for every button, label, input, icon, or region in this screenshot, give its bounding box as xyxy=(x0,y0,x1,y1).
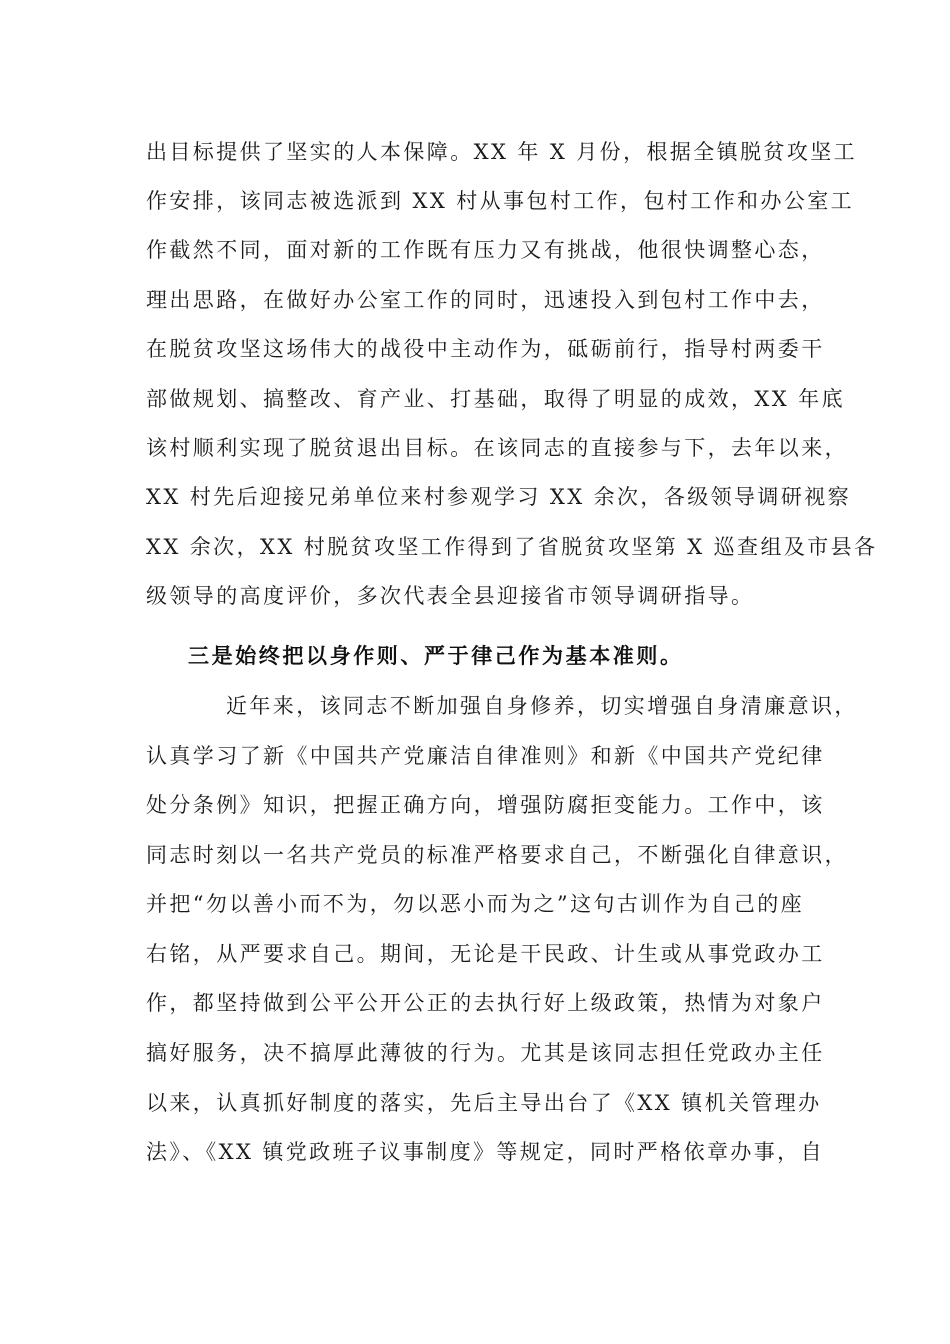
text-line: 以来，认真抓好制度的落实，先后主导出台了《XX 镇机关管理办 xyxy=(146,1091,822,1115)
text-line: 同志时刻以一名共产党员的标准严格要求自己，不断强化自律意识， xyxy=(146,843,848,867)
text-line: 右铭，从严要求自己。期间，无论是干民政、计生或从事党政办工 xyxy=(146,942,825,966)
text-line: 部做规划、搞整改、育产业、打基础，取得了明显的成效，XX 年底 xyxy=(146,387,845,411)
text-line: XX 余次，XX 村脱贫攻坚工作得到了省脱贫攻坚第 X 巡查组及市县各 xyxy=(146,535,878,559)
text-line: 出目标提供了坚实的人本保障。XX 年 X 月份，根据全镇脱贫攻坚工 xyxy=(146,140,858,164)
text-line: 在脱贫攻坚这场伟大的战役中主动作为，砥砺前行，指导村两委干 xyxy=(146,337,825,361)
text-line: XX 村先后迎接兄弟单位来村参观学习 XX 余次，各级领导调研视察 xyxy=(146,485,852,509)
text-line: 近年来，该同志不断加强自身修养，切实增强自身清廉意识， xyxy=(226,694,858,718)
text-line: 级领导的高度评价，多次代表全县迎接省市领导调研指导。 xyxy=(146,584,755,608)
section-heading: 三是始终把以身作则、严于律己作为基本准则。 xyxy=(188,644,684,668)
text-line: 作，都坚持做到公平公开公正的去执行好上级政策，热情为对象户 xyxy=(146,991,825,1015)
text-line: 认真学习了新《中国共产党廉洁自律准则》和新《中国共产党纪律 xyxy=(146,744,825,768)
text-line: 作截然不同，面对新的工作既有压力又有挑战，他很快调整心态， xyxy=(146,238,825,262)
text-line: 并把“勿以善小而不为，勿以恶小而为之”这句古训作为自己的座 xyxy=(146,892,805,916)
text-line: 作安排，该同志被选派到 XX 村从事包村工作，包村工作和办公室工 xyxy=(146,189,855,213)
text-line: 处分条例》知识，把握正确方向，增强防腐拒变能力。工作中，该 xyxy=(146,793,825,817)
text-line: 理出思路，在做好办公室工作的同时，迅速投入到包村工作中去， xyxy=(146,288,825,312)
text-line: 该村顺利实现了脱贫退出目标。在该同志的直接参与下，去年以来， xyxy=(146,436,848,460)
text-line: 搞好服务，决不搞厚此薄彼的行为。尤其是该同志担任党政办主任 xyxy=(146,1041,825,1065)
text-line: 法》、《XX 镇党政班子议事制度》等规定，同时严格依章办事，自 xyxy=(146,1140,824,1164)
